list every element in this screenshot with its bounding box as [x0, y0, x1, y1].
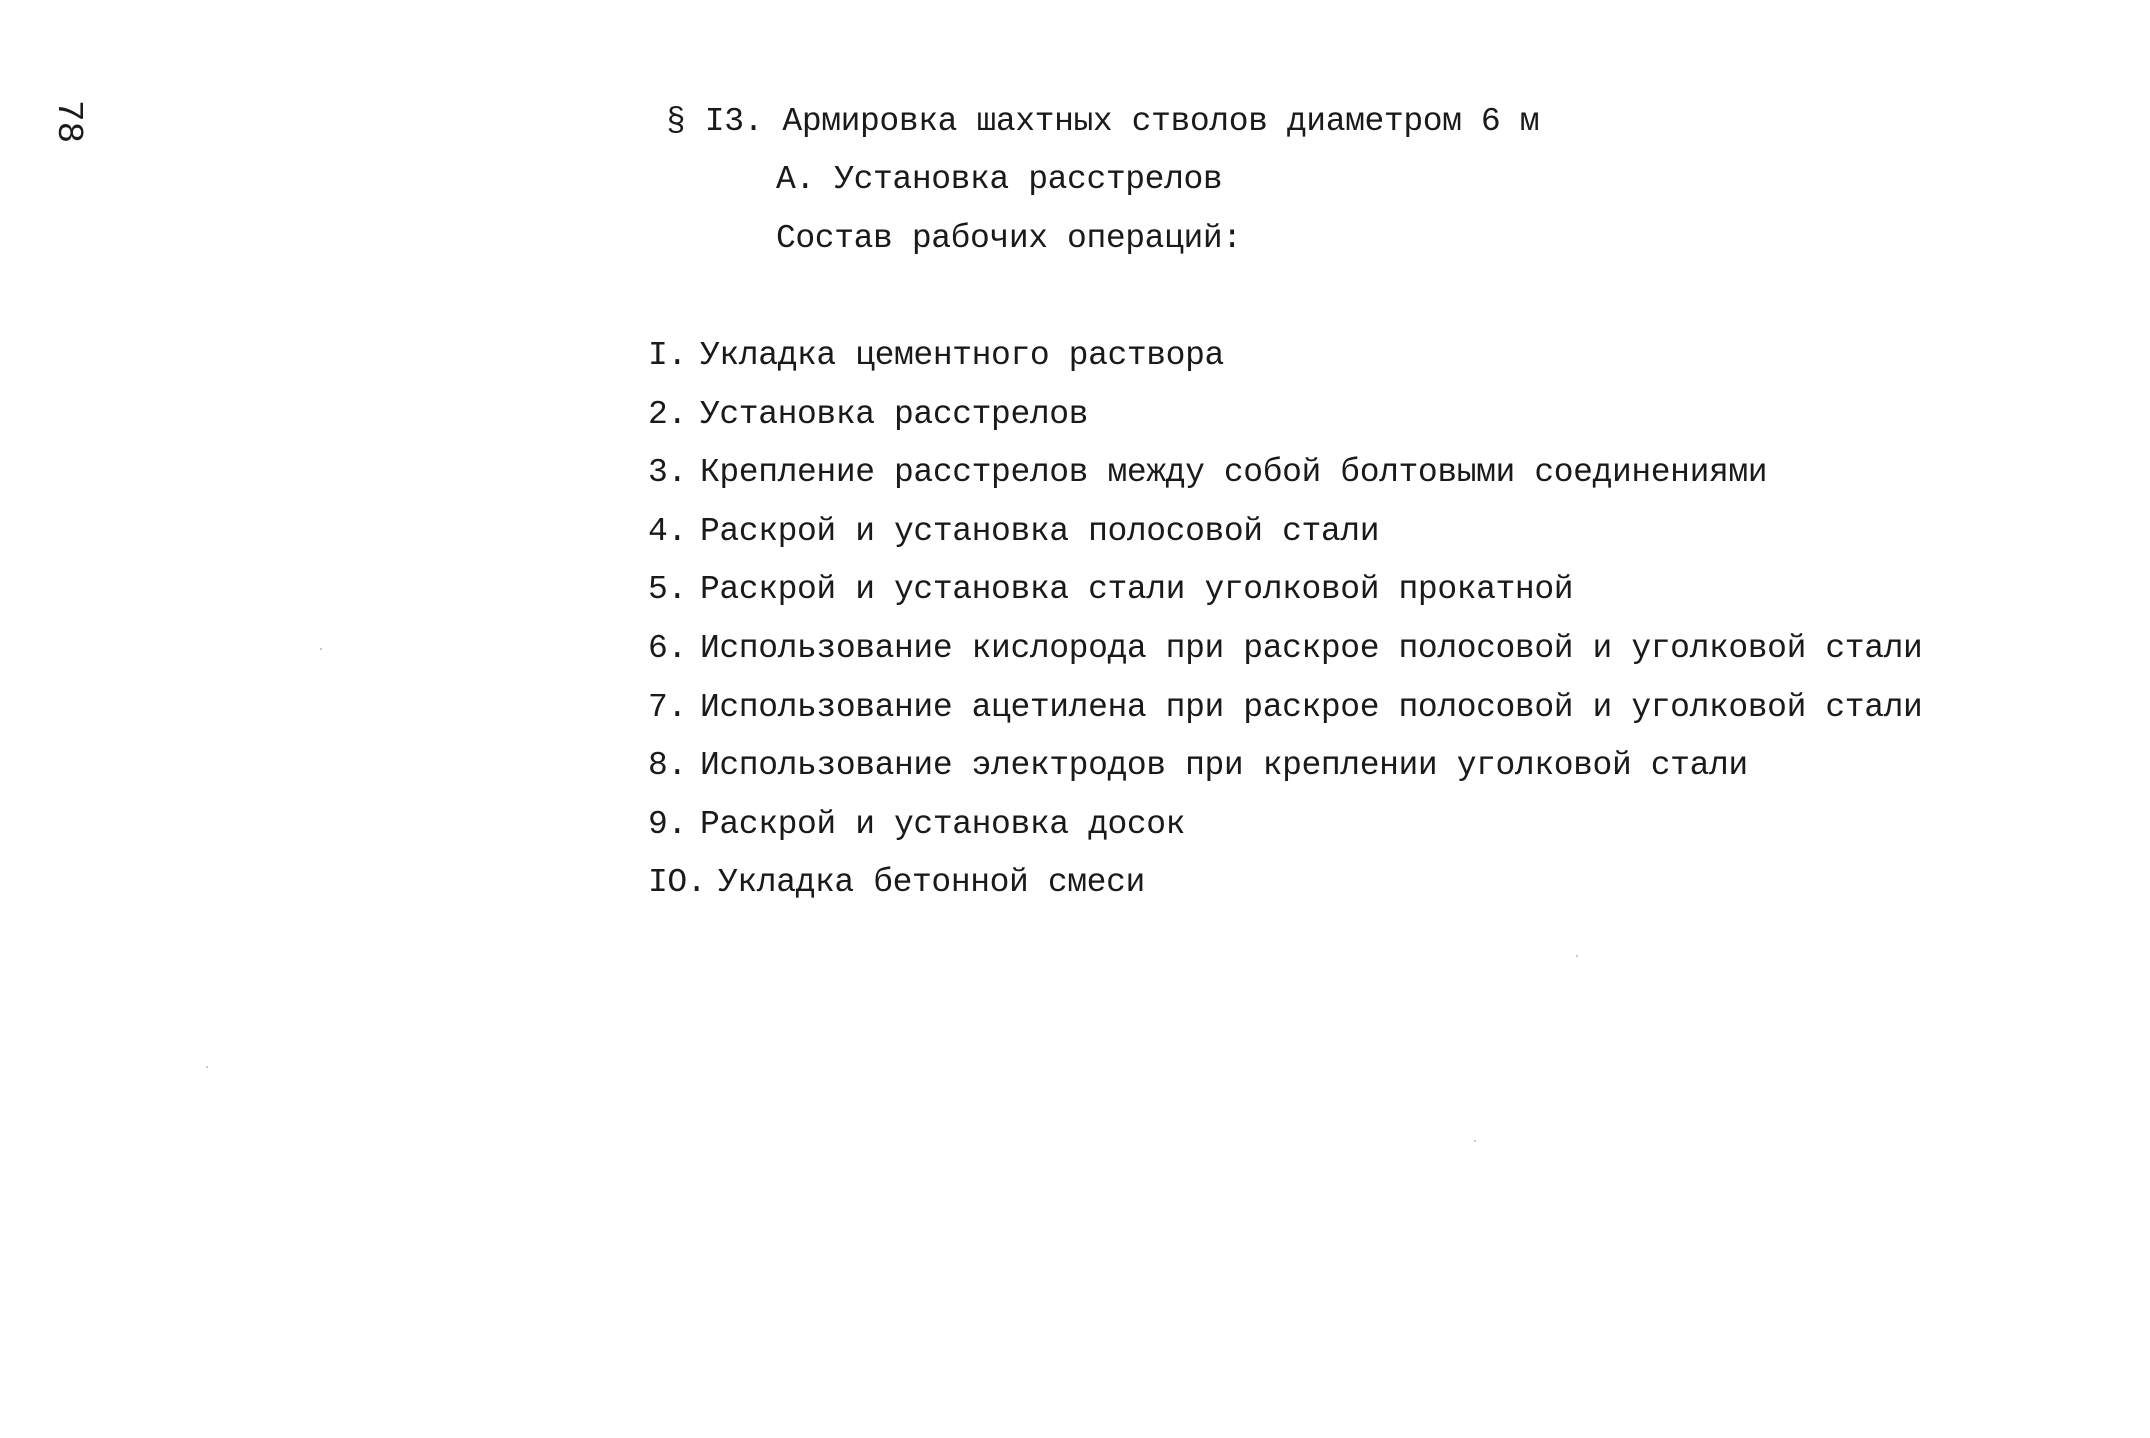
list-item — [648, 863, 1922, 922]
operations-list — [648, 336, 1922, 922]
item-text: Укладка бетонной смеси — [718, 864, 1145, 902]
page-number: 78 — [48, 100, 89, 144]
item-text: Крепление расстрелов между собой болтовыми соединениями — [700, 454, 1768, 492]
item-text: Раскрой и установка досок — [700, 805, 1186, 843]
item-text: Установка расстрелов — [700, 395, 1089, 433]
item-text: Раскрой и установка стали уголковой прокатной — [700, 571, 1574, 609]
section-heading: § I3. Армировка шахтных стволов диаметром 6 м — [666, 103, 1540, 140]
item-number: 6. — [648, 629, 687, 667]
item-number: 9. — [648, 805, 687, 843]
list-item — [648, 453, 1922, 512]
subsection-heading: А. Установка расстрелов — [776, 161, 1223, 198]
item-number: IO. — [648, 864, 707, 902]
item-number: 5. — [648, 571, 687, 609]
item-number: 2. — [648, 395, 687, 433]
operations-title: Состав рабочих операций: — [776, 220, 1242, 257]
list-item — [648, 629, 1922, 688]
item-number: 3. — [648, 454, 687, 492]
scan-speck — [320, 648, 322, 650]
list-item — [648, 512, 1922, 571]
scan-speck — [206, 1066, 208, 1068]
list-item — [648, 688, 1922, 747]
list-item — [648, 570, 1922, 629]
list-item — [648, 805, 1922, 864]
item-text: Использование электродов при креплении уголковой стали — [700, 747, 1748, 785]
item-number: 8. — [648, 747, 687, 785]
item-number: I. — [648, 337, 687, 374]
list-item — [648, 746, 1922, 805]
item-text: Использование ацетилена при раскрое полосовой и уголковой стали — [700, 688, 1923, 726]
item-number: 7. — [648, 688, 687, 726]
scan-speck — [1474, 1140, 1476, 1142]
list-item — [648, 395, 1922, 454]
item-text: Раскрой и установка полосовой стали — [700, 512, 1380, 550]
item-text: Использование кислорода при раскрое полосовой и уголковой стали — [700, 629, 1923, 667]
list-item — [648, 336, 1922, 395]
scan-speck — [1576, 955, 1578, 957]
item-number: 4. — [648, 512, 687, 550]
item-text: Укладка цементного раствора — [700, 337, 1224, 374]
